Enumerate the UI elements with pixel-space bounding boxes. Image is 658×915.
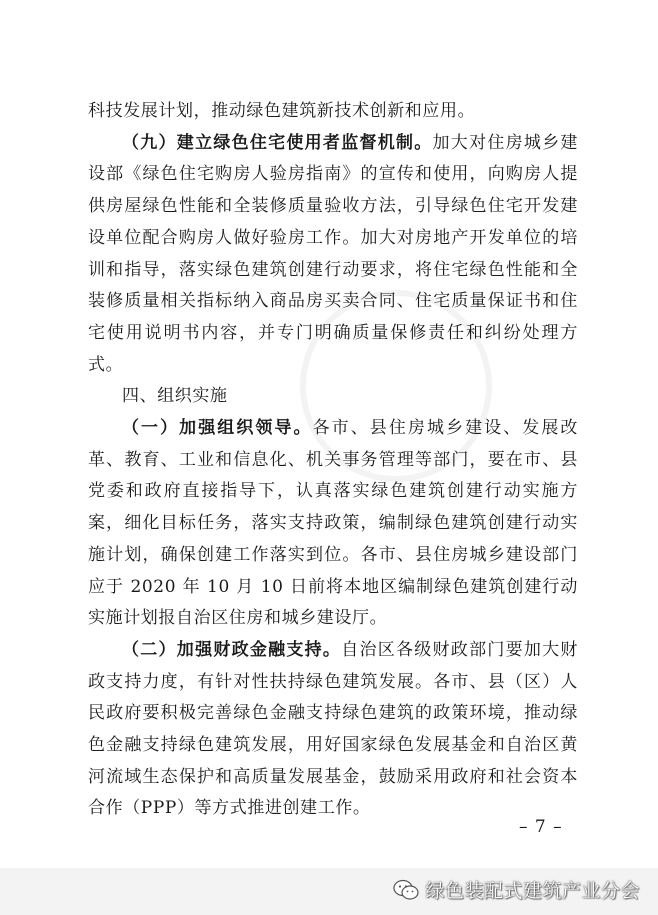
paragraph-item-4-1 <box>88 413 578 635</box>
paragraph-continuation <box>88 96 578 128</box>
paragraph-item-9 <box>88 128 578 382</box>
paragraph-lead: （二）加强财政金融支持。 <box>122 639 342 660</box>
wechat-icon <box>393 879 419 901</box>
paragraph-item-4-2 <box>88 635 578 825</box>
paragraph-text: 加大对住房城乡建设部《绿色住宅购房人验房指南》的宣传和使用，向购房人提供房屋绿色性能和全装修质量验收方法，引导绿色住宅开发建设单位配合购房人做好验房工作。加大对房地产开发单位的培训和指导，落实绿色建筑创建行动要求，将住宅绿色性能和全装修质量相关指标纳入商品房买卖合同、住宅质量保证书和住宅使用说明书内容，并专门明确质量保修责任和纠纷处理方式。 <box>88 132 578 375</box>
document-body <box>88 96 578 825</box>
watermark-text: 绿色装配式建筑产业分会 <box>425 880 640 902</box>
paragraph-text: 自治区各级财政部门要加大财政支持力度，有针对性扶持绿色建筑发展。各市、县（区）人民政府要积极完善绿色金融支持绿色建筑的政策环境，推动绿色金融支持绿色建筑发展，用好国家绿色发展基金和自治区黄河流域生态保护和高质量发展基金，鼓励采用政府和社会资本合作（PPP）等方式推进创建工作。 <box>88 639 578 819</box>
paragraph-lead: （九）建立绿色住宅使用者监督机制。 <box>122 132 433 153</box>
section-heading <box>88 381 578 413</box>
paragraph-text: 科技发展计划，推动绿色建筑新技术创新和应用。 <box>88 101 476 121</box>
watermark-bar <box>0 868 658 915</box>
page-number: – 7 – <box>519 817 563 837</box>
watermark-group <box>393 876 640 903</box>
paragraph-lead: （一）加强组织领导。 <box>122 418 313 439</box>
paragraph-text: 各市、县住房城乡建设、发展改革、教育、工业和信息化、机关事务管理等部门，要在市、县党委和政府直接指导下，认真落实绿色建筑创建行动实施方案，细化目标任务，落实支持政策，编制绿色建筑创建行动实施计划，确保创建工作落实到位。各市、县住房城乡建设部门应于 2020 年 10 月 10 日前将本地区编制绿色建筑创建行动实施计划报自治区住房和城乡建设厅。 <box>88 418 578 629</box>
section-heading-text: 四、组织实施 <box>122 386 228 407</box>
